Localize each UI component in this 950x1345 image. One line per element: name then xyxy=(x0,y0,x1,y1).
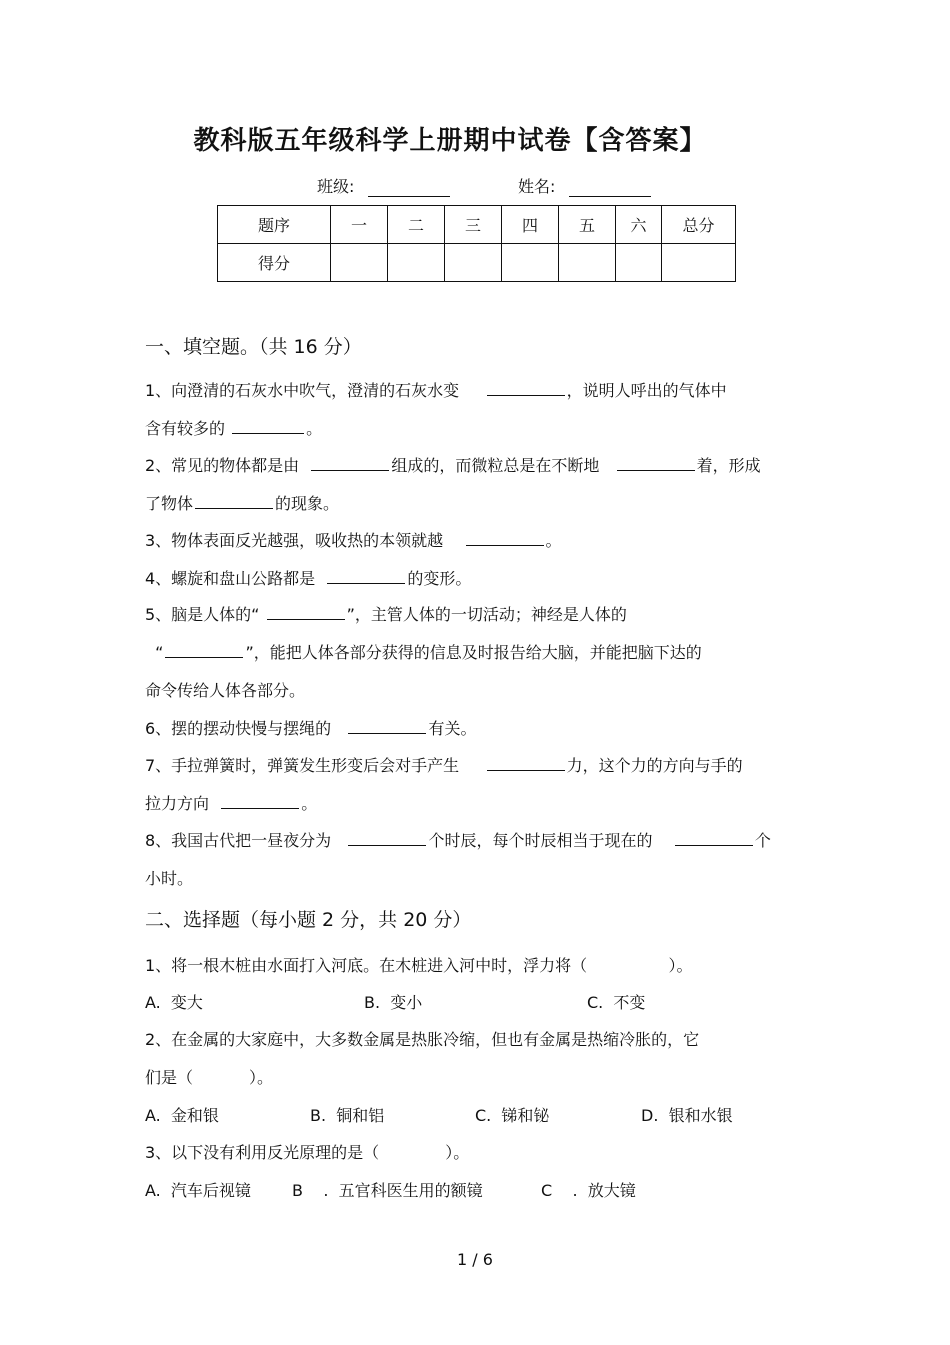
line-text: 有关。 xyxy=(428,719,477,738)
header-cell: 五 xyxy=(559,206,616,244)
line-text: 了物体 xyxy=(145,494,194,513)
exam-title: 教科版五年级科学上册期中试卷【含答案】 xyxy=(193,126,707,156)
line-text: 。 xyxy=(301,794,318,813)
line-text: 组成的，而微粒总是在不断地 xyxy=(391,456,600,475)
line-text: 拉力方向 xyxy=(145,794,210,813)
question-line xyxy=(145,602,627,625)
line-text: 个时辰，每个时辰相当于现在的 xyxy=(428,831,653,850)
score-cell[interactable] xyxy=(616,244,662,282)
score-cell[interactable] xyxy=(559,244,616,282)
option-a[interactable]: A. 汽车后视镜 xyxy=(145,1181,251,1200)
line-text: 1、向澄清的石灰水中吹气，澄清的石灰水变 xyxy=(145,381,460,400)
class-blank[interactable] xyxy=(368,180,450,197)
line-text: ”，主管人体的一切活动；神经是人体的 xyxy=(346,605,627,624)
line-text: 2、常见的物体都是由 xyxy=(145,456,300,475)
answer-blank[interactable] xyxy=(267,605,345,620)
option-c[interactable]: C. 锑和铋 xyxy=(475,1106,550,1125)
question-line xyxy=(145,828,771,851)
header-cell: 总分 xyxy=(662,206,736,244)
section1-heading: 一、填空题。（共 16 分） xyxy=(145,336,362,358)
score-cell[interactable] xyxy=(662,244,736,282)
question-1: 1、将一根木桩由水面打入河底。在木桩进入河中时，浮力将（ ）。 xyxy=(145,956,693,975)
line-text: 6、摆的摆动快慢与摆绳的 xyxy=(145,719,332,738)
option-a[interactable]: A. 变大 xyxy=(145,993,203,1012)
name-blank[interactable] xyxy=(569,180,651,197)
answer-blank[interactable] xyxy=(232,419,304,434)
answer-blank[interactable] xyxy=(165,643,243,658)
score-row-label: 得分 xyxy=(218,244,331,282)
option-c[interactable]: C. 不变 xyxy=(587,993,646,1012)
question-line xyxy=(145,716,476,739)
answer-blank[interactable] xyxy=(466,531,544,546)
option-a[interactable]: A. 金和银 xyxy=(145,1106,219,1125)
header-cell: 一 xyxy=(331,206,388,244)
question-line xyxy=(145,566,471,589)
question-2: 2、在金属的大家庭中，大多数金属是热胀冷缩，但也有金属是热缩冷胀的，它 xyxy=(145,1030,700,1049)
header-cell: 四 xyxy=(502,206,559,244)
option-b[interactable]: B. 变小 xyxy=(364,993,423,1012)
answer-blank[interactable] xyxy=(311,456,389,471)
answer-blank[interactable] xyxy=(617,456,695,471)
answer-blank[interactable] xyxy=(348,831,426,846)
class-label: 班级: xyxy=(317,177,355,196)
section2-heading: 二、选择题（每小题 2 分，共 20 分） xyxy=(145,909,472,931)
answer-blank[interactable] xyxy=(327,569,405,584)
line-text: 3、物体表面反光越强，吸收热的本领就越 xyxy=(145,531,444,550)
question-line xyxy=(145,678,305,701)
question-2-cont: 们是（ ）。 xyxy=(145,1068,273,1087)
line-text: 8、我国古代把一昼夜分为 xyxy=(145,831,332,850)
line-text: 含有较多的 xyxy=(145,419,226,438)
answer-blank[interactable] xyxy=(348,719,426,734)
line-text: ，说明人呼出的气体中 xyxy=(566,381,727,400)
score-cell[interactable] xyxy=(502,244,559,282)
score-table xyxy=(217,205,736,282)
question-line xyxy=(145,453,761,476)
line-text: ”，能把人体各部分获得的信息及时报告给大脑，并能把脑下达的 xyxy=(245,643,702,662)
score-cell[interactable] xyxy=(445,244,502,282)
name-field xyxy=(518,174,651,197)
score-cell[interactable] xyxy=(331,244,388,282)
answer-blank[interactable] xyxy=(195,494,273,509)
header-cell: 三 xyxy=(445,206,502,244)
line-text: 的现象。 xyxy=(275,494,340,513)
line-text: 小时。 xyxy=(145,869,194,888)
question-line xyxy=(145,791,317,814)
question-line xyxy=(145,528,562,551)
answer-blank[interactable] xyxy=(221,794,299,809)
page-number: 1 / 6 xyxy=(457,1250,493,1269)
question-line xyxy=(145,753,743,776)
question-3: 3、以下没有利用反光原理的是（ ）。 xyxy=(145,1143,470,1162)
line-text: 的变形。 xyxy=(407,569,472,588)
question-line xyxy=(145,640,702,663)
question-line xyxy=(145,416,322,439)
option-d[interactable]: D. 银和水银 xyxy=(641,1106,733,1125)
score-row xyxy=(218,244,736,282)
line-text: 5、脑是人体的“ xyxy=(145,605,260,624)
header-cell: 六 xyxy=(616,206,662,244)
class-field xyxy=(317,174,450,197)
header-cell: 二 xyxy=(388,206,445,244)
answer-blank[interactable] xyxy=(487,756,565,771)
line-text: “ xyxy=(155,643,164,662)
line-text: 力，这个力的方向与手的 xyxy=(566,756,743,775)
question-line xyxy=(145,866,193,889)
line-text: 7、手拉弹簧时，弹簧发生形变后会对手产生 xyxy=(145,756,460,775)
line-text: 4、螺旋和盘山公路都是 xyxy=(145,569,316,588)
option-b[interactable]: B . 五官科医生用的额镜 xyxy=(292,1181,483,1200)
header-cell: 题序 xyxy=(218,206,331,244)
answer-blank[interactable] xyxy=(675,831,753,846)
name-label: 姓名: xyxy=(518,177,556,196)
question-line xyxy=(145,378,727,401)
score-cell[interactable] xyxy=(388,244,445,282)
line-text: 命令传给人体各部分。 xyxy=(145,681,306,700)
option-c[interactable]: C . 放大镜 xyxy=(541,1181,636,1200)
line-text: 着，形成 xyxy=(696,456,761,475)
score-header-row xyxy=(218,206,736,244)
answer-blank[interactable] xyxy=(487,381,565,396)
line-text: 。 xyxy=(545,531,562,550)
option-b[interactable]: B. 铜和铝 xyxy=(310,1106,385,1125)
line-text: 个 xyxy=(754,831,771,850)
question-line xyxy=(145,491,339,514)
line-text: 。 xyxy=(306,419,323,438)
